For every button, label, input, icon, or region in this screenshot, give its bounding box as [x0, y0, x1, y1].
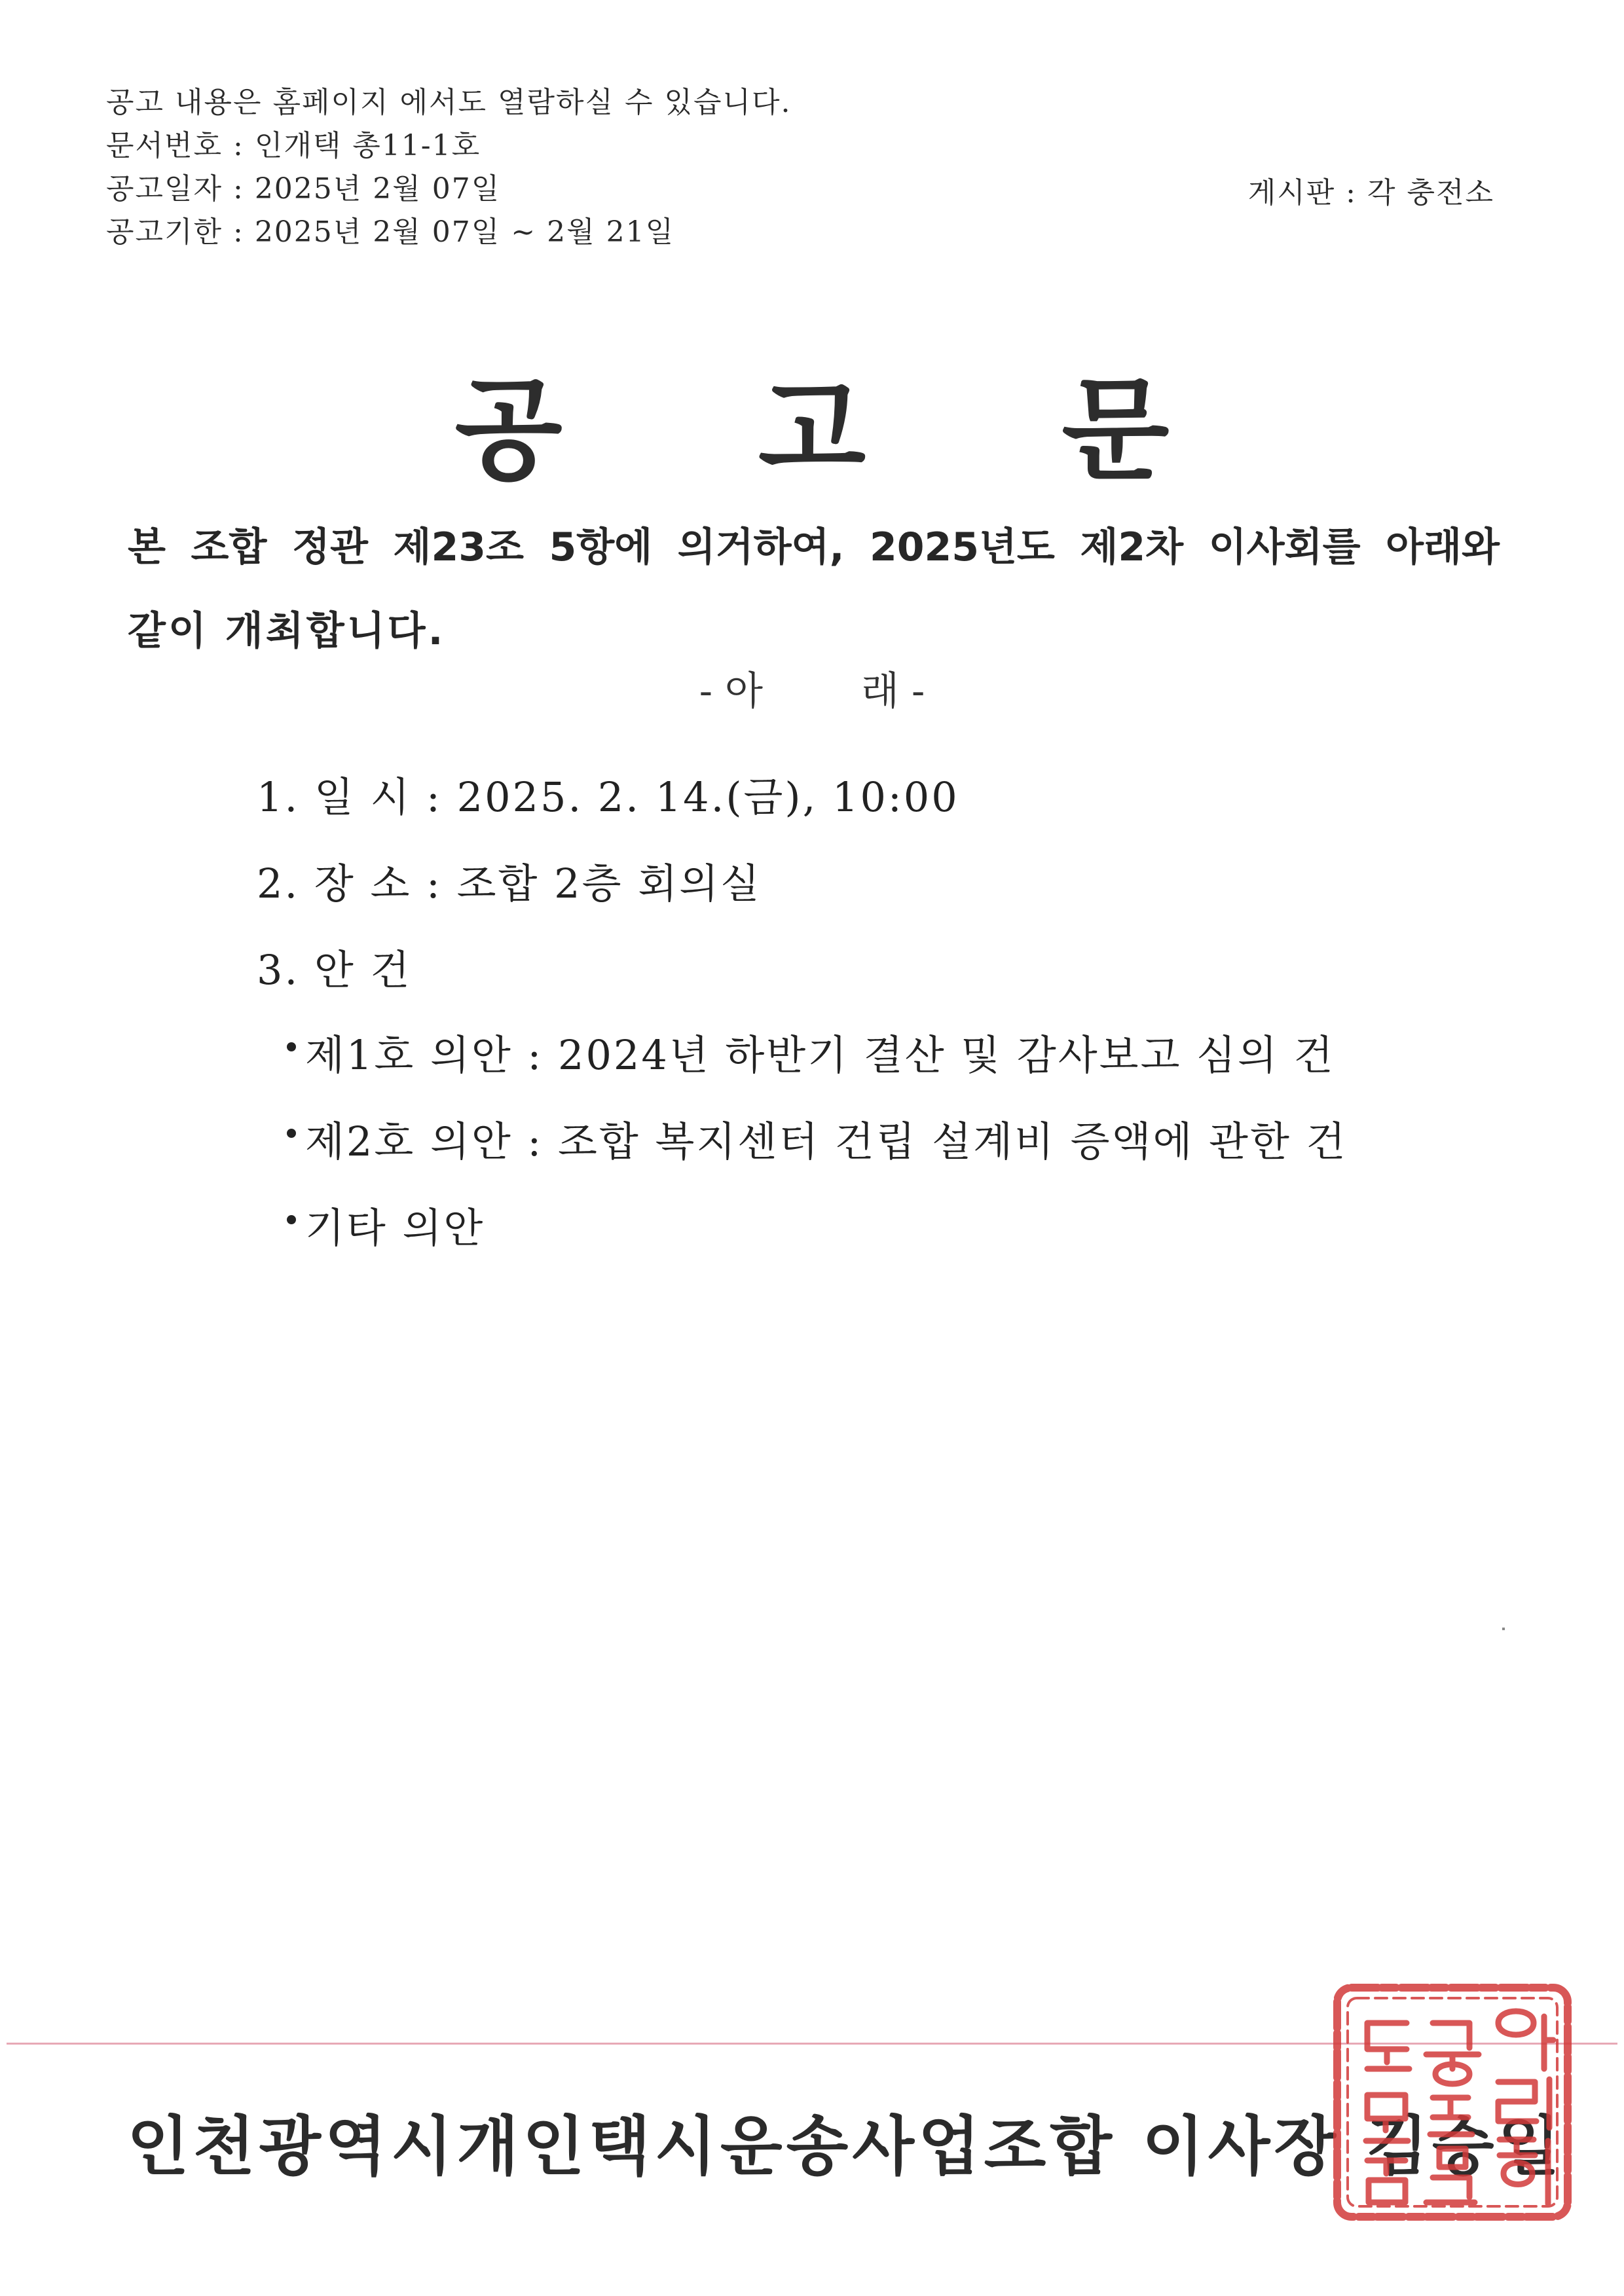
notice-homepage-line: 공고 내용은 홈페이지 에서도 열람하실 수 있습니다.	[106, 86, 792, 119]
below-heading-right: 래 -	[861, 668, 925, 714]
doc-number: 문서번호 : 인개택 총11-1호	[106, 129, 481, 162]
bullet-dot-icon	[287, 1129, 296, 1138]
meeting-datetime: 1. 일 시 : 2025. 2. 14.(금), 10:00	[257, 773, 959, 821]
below-heading-left: - 아	[699, 668, 763, 714]
agenda-item-text: 제1호 의안 : 2024년 하반기 결산 및 감사보고 심의 건	[305, 1031, 1335, 1079]
official-seal-icon	[1328, 1977, 1577, 2226]
agenda-item	[287, 1195, 485, 1254]
agenda-item-text: 제2호 의안 : 조합 복지센터 건립 설계비 증액에 관한 건	[305, 1118, 1348, 1165]
intro-line-2: 같이 개최합니다.	[128, 608, 446, 654]
agenda-heading: 3. 안 건	[257, 946, 412, 994]
below-heading	[0, 660, 1624, 716]
notice-period: 공고기한 : 2025년 2월 07일 ~ 2월 21일	[106, 215, 675, 249]
signature-line: 인천광역시개인택시운송사업조합 이사장 김승일	[127, 2109, 1564, 2184]
bullet-dot-icon	[287, 1215, 296, 1224]
agenda-item	[287, 1023, 1335, 1081]
bullet-dot-icon	[287, 1042, 296, 1051]
agenda-item	[287, 1109, 1347, 1167]
notice-date: 공고일자 : 2025년 2월 07일	[106, 172, 501, 206]
agenda-item-text: 기타 의안	[305, 1204, 485, 1252]
intro-line-1: 본 조합 정관 제23조 5항에 의거하여, 2025년도 제2차 이사회를 아래와	[128, 524, 1500, 570]
document-title: 공 고 문	[454, 365, 1248, 496]
meeting-place: 2. 장 소 : 조합 2층 회의실	[257, 860, 762, 907]
scan-speck	[1502, 1628, 1505, 1630]
bulletin-board: 게시판 : 각 충전소	[1247, 176, 1494, 210]
